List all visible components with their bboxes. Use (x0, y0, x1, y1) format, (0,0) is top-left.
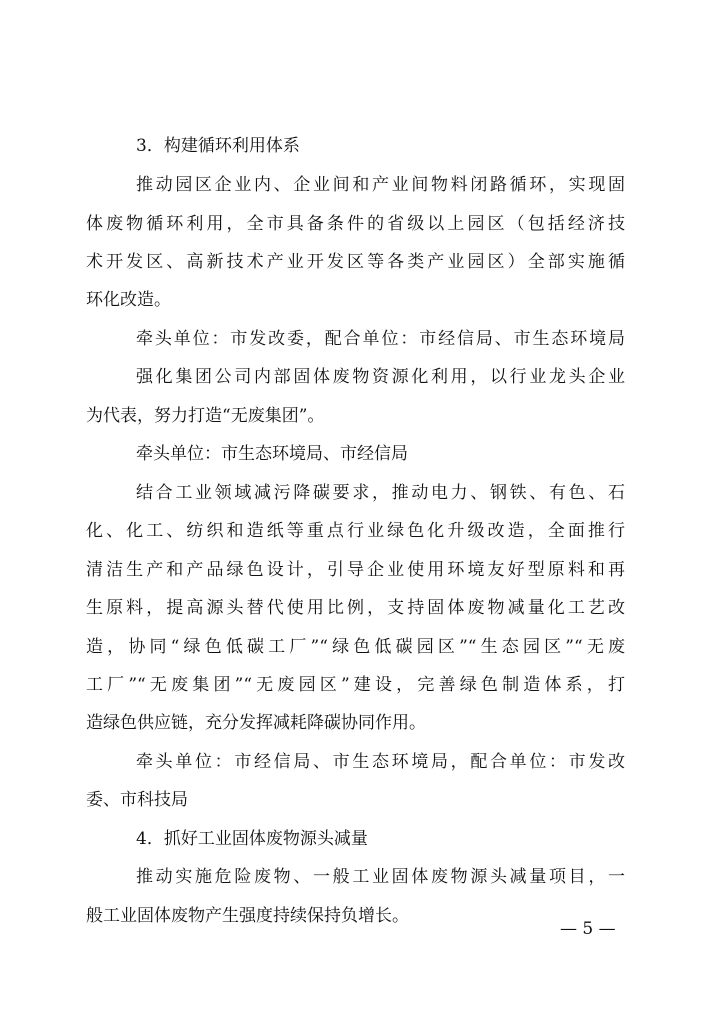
paragraph-line: 环化改造。 (86, 290, 171, 310)
paragraph-line: 工厂”“无废集团”“无废园区”建设，完善绿色制造体系，打 (86, 675, 625, 695)
paragraph-line: 强化集团公司内部固体废物资源化利用，以行业龙头企业 (136, 367, 625, 387)
paragraph-line: 清洁生产和产品绿色设计，引导企业使用环境友好型原料和再 (86, 560, 625, 580)
lead-unit-line: 委、市科技局 (86, 790, 188, 810)
paragraph-line: 结合工业领域减污降碳要求，推动电力、钢铁、有色、石 (136, 483, 625, 503)
lead-unit-line: 牵头单位：市生态环境局、市经信局 (136, 444, 408, 464)
paragraph-line: 造绿色供应链，充分发挥减耗降碳协同作用。 (86, 713, 426, 733)
lead-unit-line: 牵头单位：市发改委，配合单位：市经信局、市生态环境局 (136, 329, 625, 349)
lead-unit-line: 牵头单位：市经信局、市生态环境局，配合单位：市发改 (136, 752, 625, 772)
paragraph-line: 推动园区企业内、企业间和产业间物料闭路循环，实现固 (136, 175, 625, 195)
paragraph-line: 造，协同“绿色低碳工厂”“绿色低碳园区”“生态园区”“无废 (86, 637, 625, 657)
paragraph-line: 生原料，提高源头替代使用比例，支持固体废物减量化工艺改 (86, 598, 625, 618)
paragraph-line: 般工业固体废物产生强度持续保持负增长。 (86, 906, 409, 926)
paragraph-line: 为代表，努力打造“无废集团”。 (86, 406, 325, 426)
section-heading-4: 4．抓好工业固体废物源头减量 (136, 829, 368, 849)
page-number: — 5 — (560, 919, 616, 939)
paragraph-line: 体废物循环利用，全市具备条件的省级以上园区（包括经济技 (86, 214, 625, 234)
section-heading-3: 3．构建循环利用体系 (136, 136, 300, 156)
paragraph-line: 化、化工、纺织和造纸等重点行业绿色化升级改造，全面推行 (86, 521, 625, 541)
paragraph-line: 术开发区、高新技术产业开发区等各类产业园区）全部实施循 (86, 252, 625, 272)
paragraph-line: 推动实施危险废物、一般工业固体废物源头减量项目，一 (136, 867, 625, 887)
